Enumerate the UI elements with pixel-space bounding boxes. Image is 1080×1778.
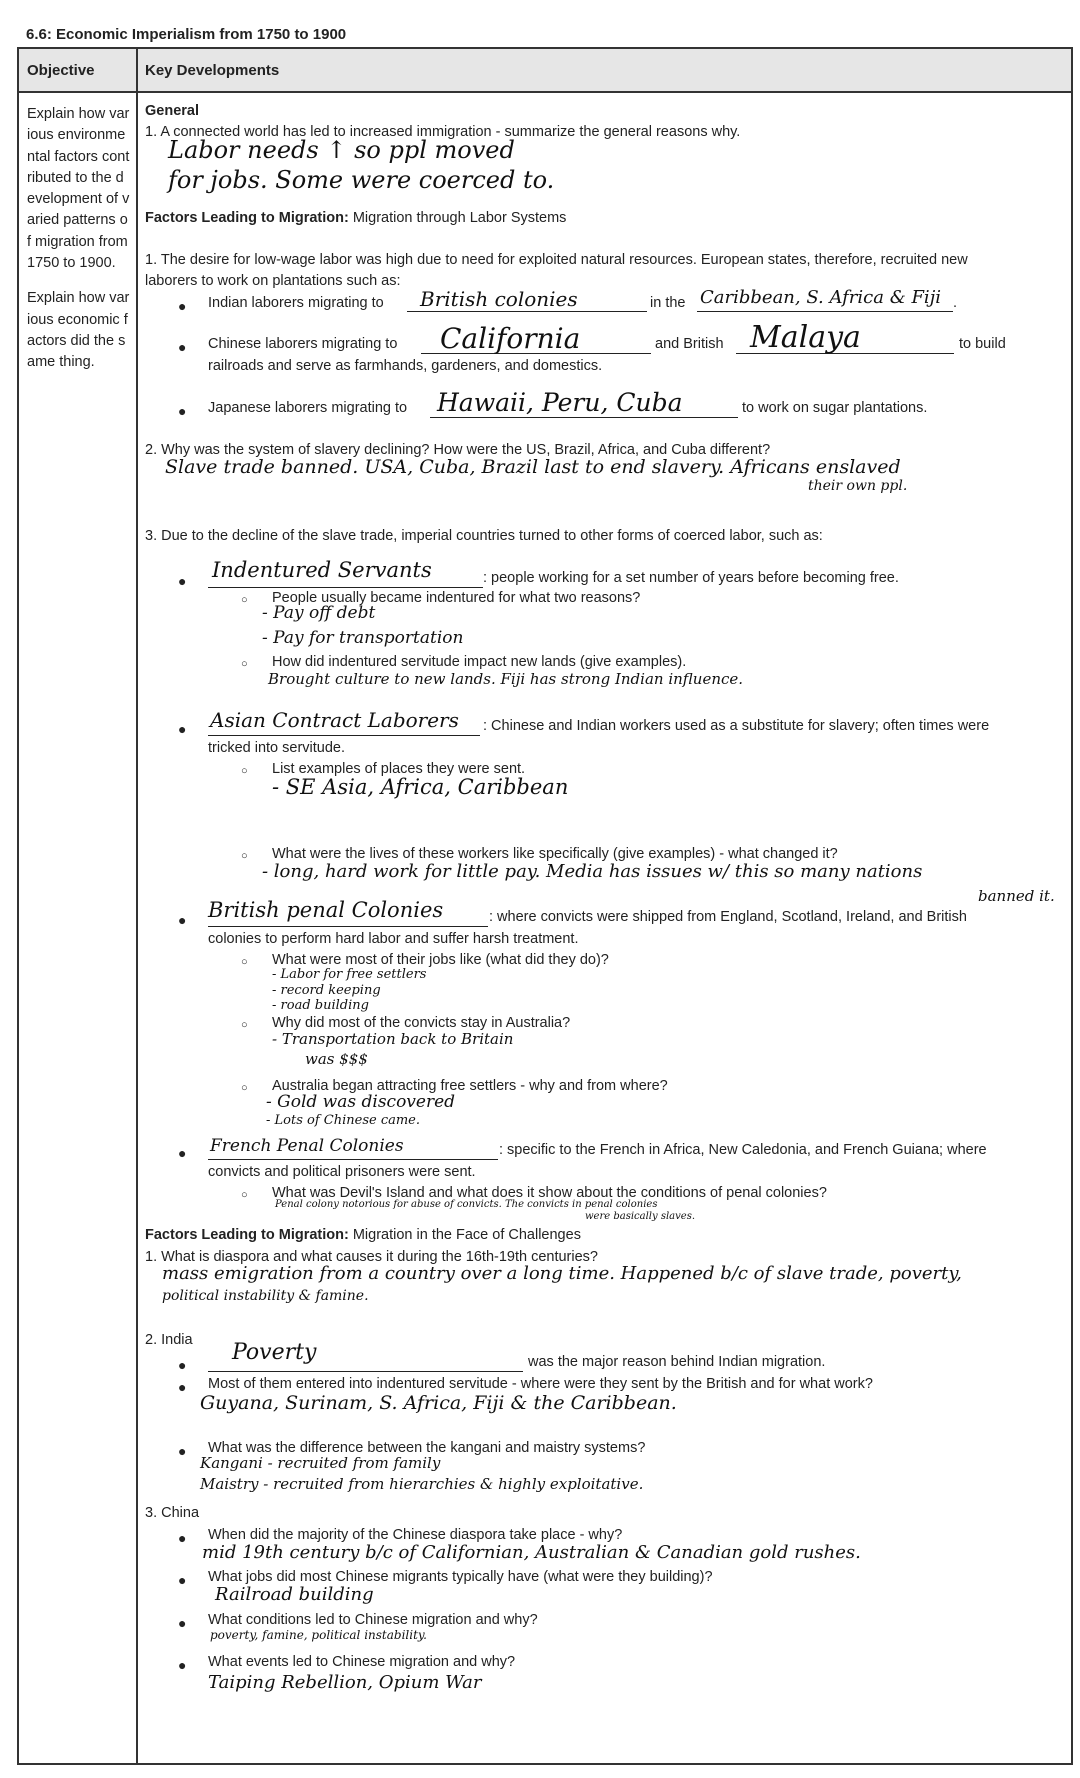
bullet-glyph: ● [178, 1145, 187, 1161]
general-answer-1a: Labor needs ↑ so ppl moved [168, 136, 515, 164]
french-blank [208, 1159, 498, 1160]
british-blank [208, 926, 488, 927]
challenges-answer-1b: political instability & famine. [162, 1288, 369, 1304]
india-bullet-2: Most of them entered into indentured servitude - where were they sent by the British and for what work? [208, 1376, 873, 1392]
bullet-glyph: ● [178, 1572, 187, 1588]
japanese-prompt: Japanese laborers migrating to [208, 400, 408, 416]
indian-answer-2: Caribbean, S. Africa & Fiji [700, 287, 942, 308]
british-answer-2b: was $$$ [305, 1050, 368, 1068]
asian-blank [208, 735, 480, 736]
india-answer-1: Poverty [232, 1340, 317, 1365]
indentured-answer-2: Brought culture to new lands. Fiji has strong Indian influence. [268, 670, 744, 688]
bullet-glyph: ● [178, 912, 187, 928]
objective-2: Explain how various economic factors did the same thing. [27, 290, 130, 371]
india-blank [208, 1371, 523, 1372]
indian-blank-1 [407, 311, 647, 312]
key-developments-header: Key Developments [145, 62, 280, 79]
indentured-question-1: People usually became indentured for what two reasons? [272, 590, 641, 606]
sub-bullet-glyph: ○ [241, 1082, 248, 1094]
indentured-definition: : people working for a set number of years before becoming free. [483, 570, 899, 586]
bullet-glyph: ● [178, 1379, 187, 1395]
british-answer-2a: - Transportation back to Britain [272, 1030, 514, 1048]
labor-question-1a: 1. The desire for low-wage labor was high due to need for exploited natural resources. European states, therefore, recruited new [145, 252, 968, 268]
china-answer-4: Taiping Rebellion, Opium War [208, 1672, 482, 1693]
chinese-end: to build [959, 336, 1006, 352]
labor-heading: Factors Leading to Migration: Migration through Labor Systems [145, 210, 567, 226]
bullet-glyph: ● [178, 573, 187, 589]
chinese-answer-1: California [440, 322, 581, 355]
indian-end: . [953, 295, 958, 311]
bullet-glyph: ● [178, 721, 187, 737]
objective-header: Objective [27, 62, 95, 79]
british-answer-3a: - Gold was discovered [266, 1092, 456, 1112]
japanese-end: to work on sugar plantations. [742, 400, 928, 416]
india-bullet-1: was the major reason behind Indian migration. [528, 1354, 826, 1370]
french-question-1: What was Devil's Island and what does it show about the conditions of penal colonies? [272, 1185, 827, 1201]
column-divider [136, 49, 138, 1763]
china-answer-1: mid 19th century b/c of Californian, Australian & Canadian gold rushes. [202, 1542, 861, 1563]
sub-bullet-glyph: ○ [241, 1189, 248, 1201]
japanese-answer: Hawaii, Peru, Cuba [437, 388, 683, 417]
labor-question-3: 3. Due to the decline of the slave trade, imperial countries turned to other forms of coerced labor, such as: [145, 528, 823, 544]
asian-definition-2: tricked into servitude. [208, 740, 346, 756]
general-heading: General [145, 103, 199, 119]
british-answer-1a: - Labor for free settlers [272, 967, 427, 982]
labor-answer-2b: their own ppl. [808, 478, 908, 494]
british-question-2: Why did most of the convicts stay in Australia? [272, 1015, 571, 1031]
indentured-answer-1a: - Pay off debt [262, 603, 376, 623]
india-answer-3a: Kangani - recruited from family [200, 1454, 441, 1472]
british-question-3: Australia began attracting free settlers - why and from where? [272, 1078, 668, 1094]
french-answer-1b: were basically slaves. [585, 1211, 696, 1222]
sub-bullet-glyph: ○ [241, 956, 248, 968]
general-question-1: 1. A connected world has led to increased immigration - summarize the general reasons why. [145, 124, 741, 140]
bullet-glyph: ● [178, 339, 187, 355]
indentured-question-2: How did indentured servitude impact new lands (give examples). [272, 654, 687, 670]
french-definition: : specific to the French in Africa, New Caledonia, and French Guiana; where [499, 1142, 987, 1158]
indian-mid: in the [650, 295, 686, 311]
asian-question-2: What were the lives of these workers like specifically (give examples) - what changed it? [272, 846, 838, 862]
india-answer-3b: Maistry - recruited from hierarchies & highly exploitative. [200, 1475, 644, 1493]
bullet-glyph: ● [178, 1657, 187, 1673]
table-header [19, 49, 1071, 93]
china-answer-3: poverty, famine, political instability. [210, 1628, 427, 1642]
japanese-blank [430, 417, 738, 418]
labor-question-1b: laborers to work on plantations such as: [145, 273, 401, 289]
asian-question-1: List examples of places they were sent. [272, 761, 526, 777]
objective-column [27, 104, 131, 388]
bullet-glyph: ● [178, 1357, 187, 1373]
french-definition-2: convicts and political prisoners were sent. [208, 1164, 476, 1180]
india-bullet-3: What was the difference between the kangani and maistry systems? [208, 1440, 646, 1456]
bullet-glyph: ● [178, 403, 187, 419]
sub-bullet-glyph: ○ [241, 765, 248, 777]
indian-prompt: Indian laborers migrating to [208, 295, 384, 311]
challenges-heading: Factors Leading to Migration: Migration in the Face of Challenges [145, 1227, 581, 1243]
china-bullet-3: What conditions led to Chinese migration and why? [208, 1612, 538, 1628]
bullet-glyph: ● [178, 1443, 187, 1459]
china-bullet-4: What events led to Chinese migration and why? [208, 1654, 516, 1670]
india-heading: 2. India [145, 1332, 193, 1348]
china-heading: 3. China [145, 1505, 200, 1521]
objective-1: Explain how various environmental factors contributed to the development of varied patterns of migration from 1750 to 1900. [27, 106, 130, 272]
chinese-answer-2: Malaya [750, 320, 861, 355]
bullet-glyph: ● [178, 1530, 187, 1546]
asian-definition: : Chinese and Indian workers used as a substitute for slavery; often times were [483, 718, 990, 734]
british-question-1: What were most of their jobs like (what did they do)? [272, 952, 609, 968]
challenges-question-1: 1. What is diaspora and what causes it during the 16th-19th centuries? [145, 1249, 598, 1265]
general-answer-1b: for jobs. Some were coerced to. [168, 166, 555, 194]
indentured-answer-1b: - Pay for transportation [262, 628, 464, 648]
indentured-blank [208, 587, 483, 588]
british-answer-1b: - record keeping [272, 983, 381, 998]
chinese-prompt: Chinese laborers migrating to [208, 336, 398, 352]
china-bullet-2: What jobs did most Chinese migrants typically have (what were they building)? [208, 1569, 713, 1585]
china-bullet-1: When did the majority of the Chinese diaspora take place - why? [208, 1527, 623, 1543]
labor-question-2: 2. Why was the system of slavery declining? How were the US, Brazil, Africa, and Cuba different? [145, 442, 771, 458]
chinese-mid: and British [655, 336, 724, 352]
sub-bullet-glyph: ○ [241, 1019, 248, 1031]
french-answer-1a: Penal colony notorious for abuse of convicts. The convicts in penal colonies [275, 1199, 658, 1210]
indian-blank-2 [697, 311, 953, 312]
india-answer-2: Guyana, Surinam, S. Africa, Fiji & the Caribbean. [200, 1392, 677, 1414]
french-answer: French Penal Colonies [210, 1136, 404, 1156]
british-definition-2: colonies to perform hard labor and suffer harsh treatment. [208, 931, 579, 947]
sub-bullet-glyph: ○ [241, 658, 248, 670]
british-answer-3b: - Lots of Chinese came. [266, 1113, 421, 1128]
british-answer: British penal Colonies [208, 898, 444, 922]
chinese-line-2: railroads and serve as farmhands, gardeners, and domestics. [208, 358, 603, 374]
british-definition: : where convicts were shipped from England, Scotland, Ireland, and British [489, 909, 967, 925]
sub-bullet-glyph: ○ [241, 850, 248, 862]
indentured-answer: Indentured Servants [212, 558, 432, 582]
challenges-answer-1a: mass emigration from a country over a long time. Happened b/c of slave trade, poverty, [162, 1263, 962, 1284]
bullet-glyph: ● [178, 298, 187, 314]
labor-answer-2a: Slave trade banned. USA, Cuba, Brazil last to end slavery. Africans enslaved [165, 456, 901, 478]
asian-answer: Asian Contract Laborers [210, 708, 459, 732]
document-title: 6.6: Economic Imperialism from 1750 to 1900 [26, 26, 347, 43]
asian-answer-1: - SE Asia, Africa, Caribbean [272, 775, 569, 799]
indian-answer-1: British colonies [420, 287, 578, 311]
bullet-glyph: ● [178, 1615, 187, 1631]
british-answer-1c: - road building [272, 998, 369, 1013]
china-answer-2: Railroad building [215, 1584, 374, 1605]
sub-bullet-glyph: ○ [241, 594, 248, 606]
asian-answer-2a: - long, hard work for little pay. Media has issues w/ this so many nations [262, 861, 923, 882]
asian-answer-2b: banned it. [978, 887, 1055, 905]
